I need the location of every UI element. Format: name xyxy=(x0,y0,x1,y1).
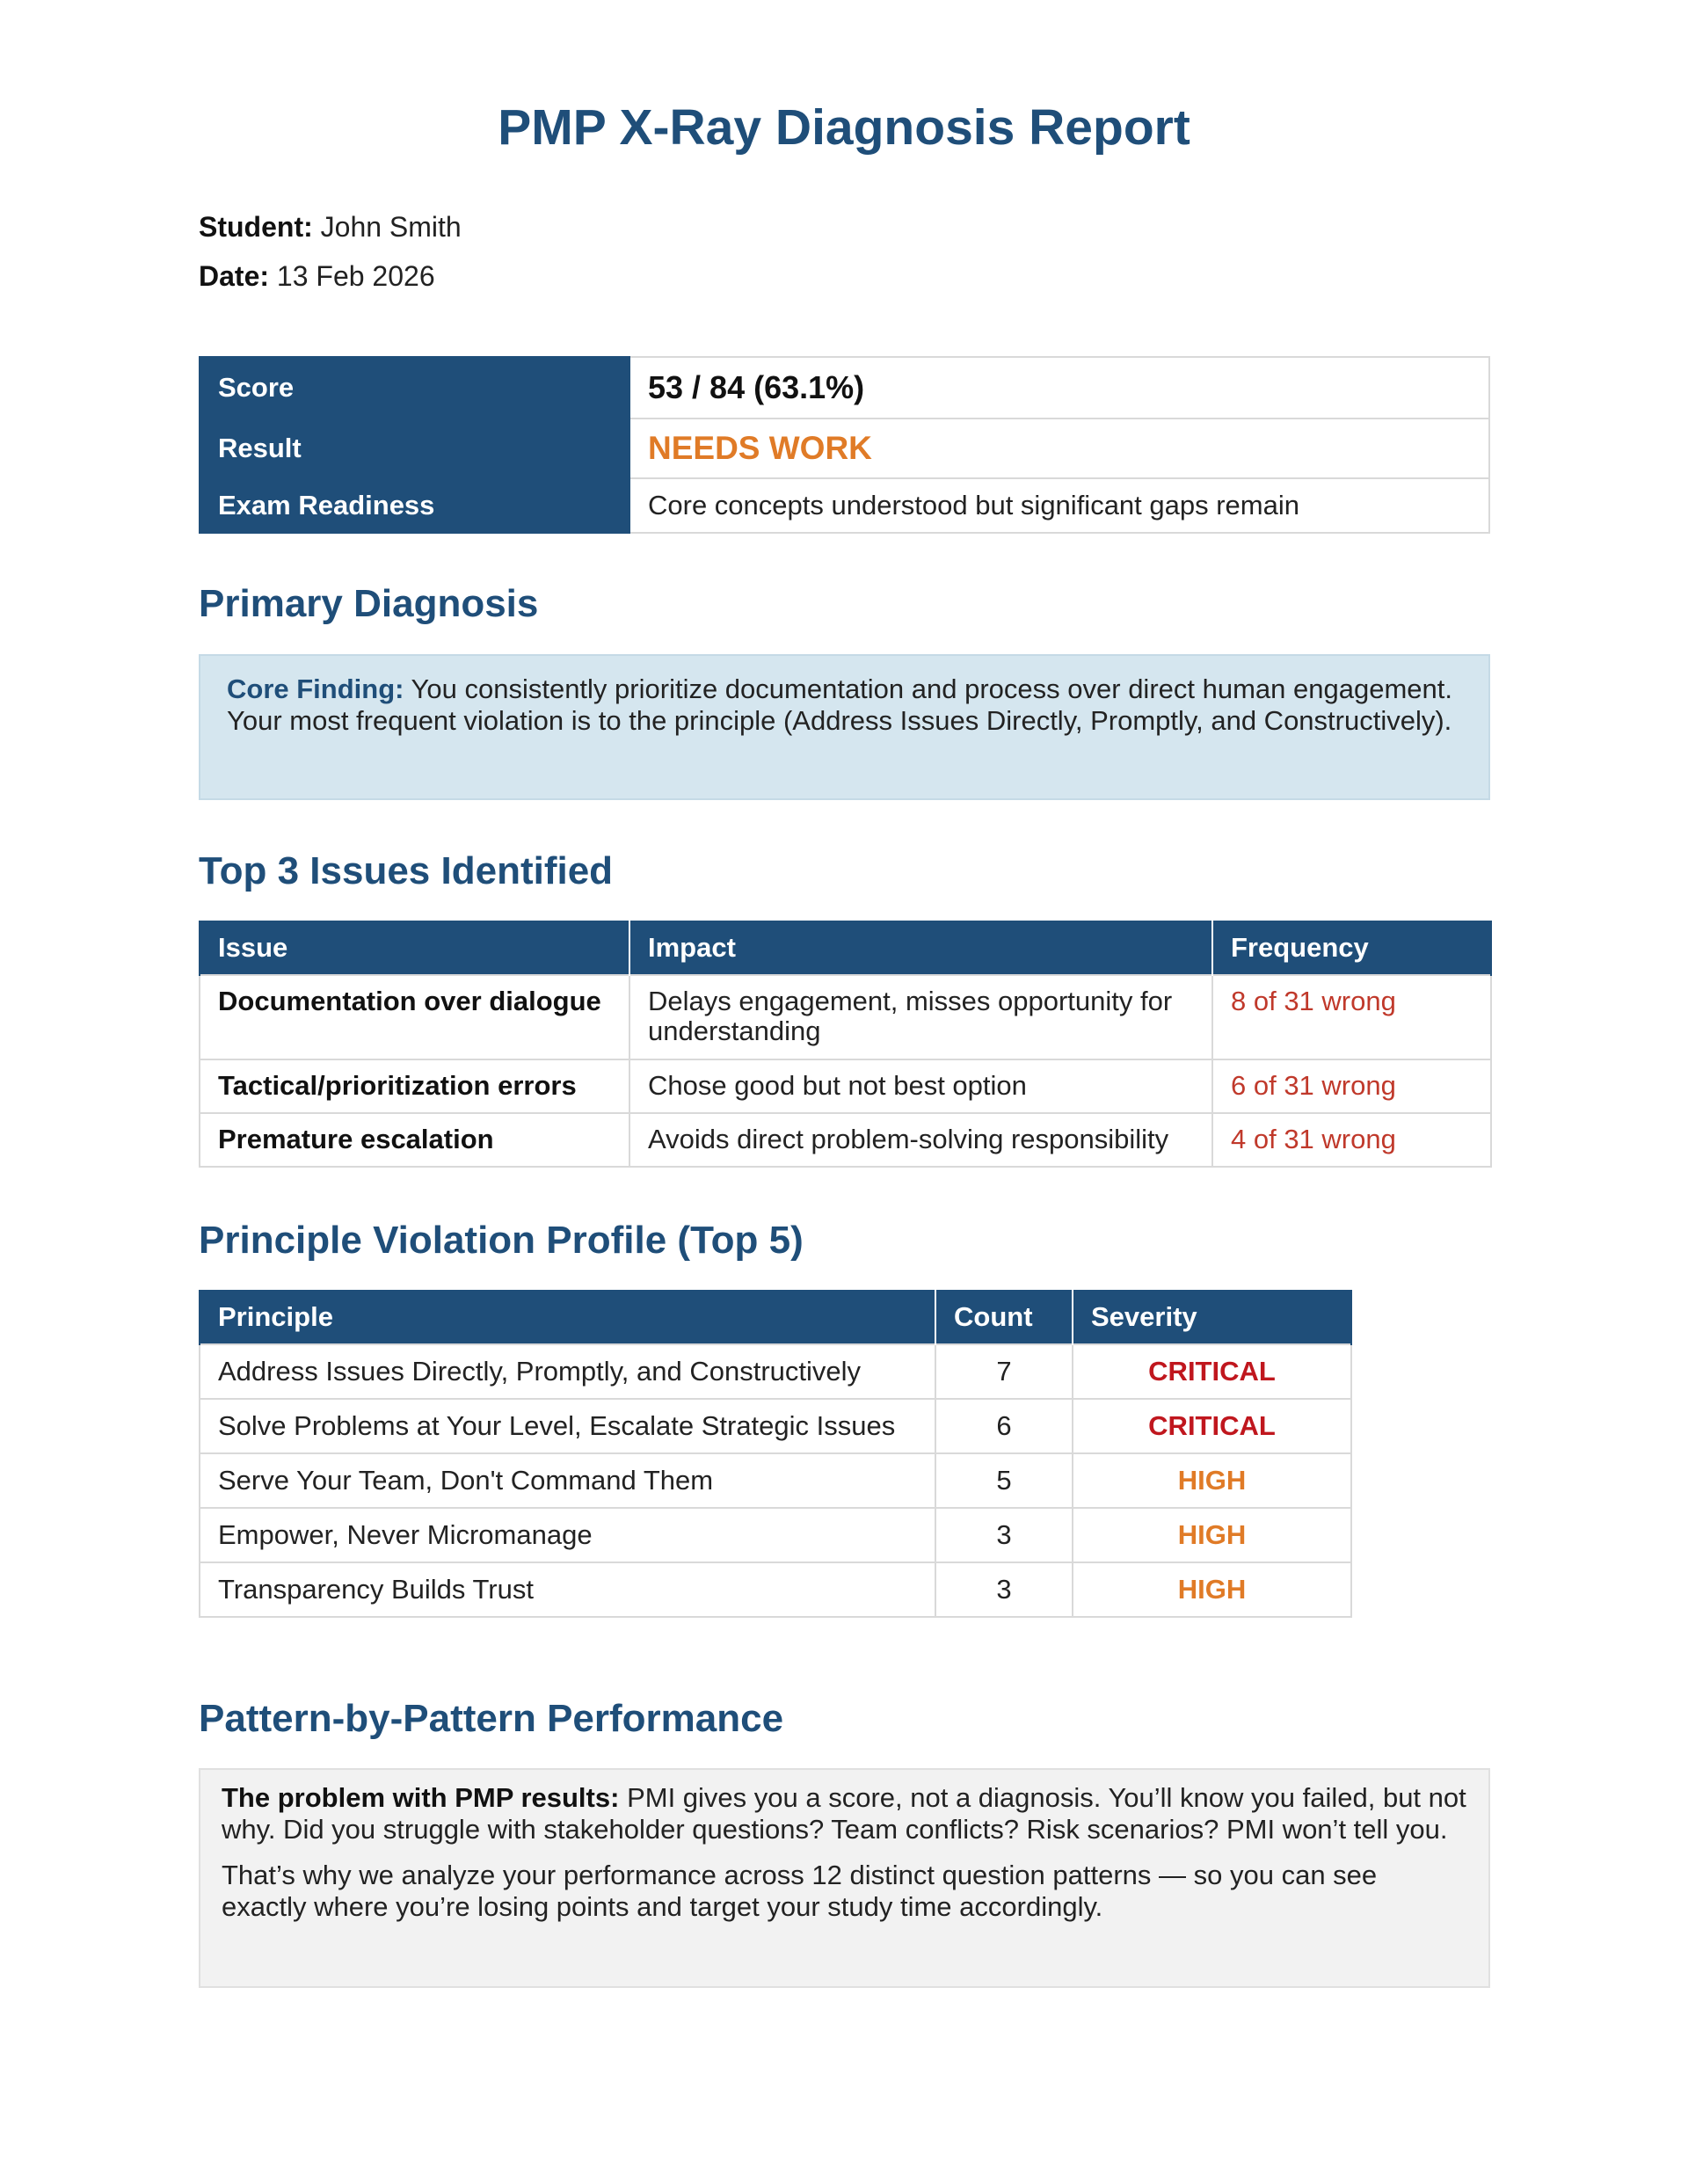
principle-name: Empower, Never Micromanage xyxy=(200,1508,935,1562)
principles-table xyxy=(199,1290,1352,1618)
issue-name: Tactical/prioritization errors xyxy=(200,1059,629,1113)
principle-name: Solve Problems at Your Level, Escalate Strategic Issues xyxy=(200,1399,935,1453)
issue-frequency: 4 of 31 wrong xyxy=(1212,1113,1491,1167)
principle-count: 5 xyxy=(935,1453,1073,1508)
violation-profile-heading: Principle Violation Profile (Top 5) xyxy=(199,1219,804,1262)
problem-text: PMI gives you a score, not a diagnosis. You’ll know you failed, but not why. Did you struggle with stakeholder questions? Team conflicts? Risk scenarios? PMI won’t tell you. xyxy=(222,1782,1466,1845)
issues-col-issue: Issue xyxy=(200,921,629,975)
table-row xyxy=(200,1059,1491,1113)
core-finding-label: Core Finding: xyxy=(227,673,404,704)
issue-impact: Chose good but not best option xyxy=(629,1059,1212,1113)
student-label: Student: xyxy=(199,211,313,243)
issue-frequency: 6 of 31 wrong xyxy=(1212,1059,1491,1113)
principle-count: 3 xyxy=(935,1562,1073,1617)
problem-label: The problem with PMP results: xyxy=(222,1782,620,1813)
table-row xyxy=(200,1344,1351,1399)
primary-diagnosis-heading: Primary Diagnosis xyxy=(199,582,539,625)
table-row xyxy=(200,1399,1351,1453)
issue-frequency: 8 of 31 wrong xyxy=(1212,975,1491,1059)
issues-col-impact: Impact xyxy=(629,921,1212,975)
result-value: NEEDS WORK xyxy=(648,430,872,466)
principle-count: 3 xyxy=(935,1508,1073,1562)
summary-row-result xyxy=(200,419,1489,478)
issues-col-frequency: Frequency xyxy=(1212,921,1491,975)
score-value: 53 / 84 (63.1%) xyxy=(648,369,865,405)
result-label: Result xyxy=(200,419,629,478)
core-finding-box xyxy=(199,654,1490,800)
score-label: Score xyxy=(200,357,629,419)
issue-impact: Avoids direct problem-solving responsibility xyxy=(629,1113,1212,1167)
student-name: John Smith xyxy=(320,211,462,243)
core-finding-text: You consistently prioritize documentation and process over direct human engagement. Your most frequent violation is to the principle (Address Issues Directly, Promptly, and Constructively). xyxy=(227,673,1452,736)
top-issues-heading: Top 3 Issues Identified xyxy=(199,849,614,892)
pattern-info-box xyxy=(199,1768,1490,1988)
result-cell xyxy=(629,419,1489,478)
principle-severity: HIGH xyxy=(1073,1453,1351,1508)
issues-table xyxy=(199,921,1492,1168)
principle-severity: CRITICAL xyxy=(1073,1399,1351,1453)
principles-header-row xyxy=(200,1290,1351,1344)
principle-name: Transparency Builds Trust xyxy=(200,1562,935,1617)
date-line xyxy=(199,260,435,293)
issues-header-row xyxy=(200,921,1491,975)
date-value: 13 Feb 2026 xyxy=(276,260,435,292)
table-row xyxy=(200,1113,1491,1167)
table-row xyxy=(200,1453,1351,1508)
score-cell xyxy=(629,357,1489,419)
explanation-paragraph: That’s why we analyze your performance across 12 distinct question patterns — so you can see exactly where you’re losing points and target your study time accordingly. xyxy=(222,1860,1378,1922)
readiness-value: Core concepts understood but significant gaps remain xyxy=(629,478,1489,533)
summary-table xyxy=(199,356,1490,534)
principles-col-count: Count xyxy=(935,1290,1073,1344)
principles-col-principle: Principle xyxy=(200,1290,935,1344)
principle-name: Serve Your Team, Don't Command Them xyxy=(200,1453,935,1508)
table-row xyxy=(200,975,1491,1059)
table-row xyxy=(200,1508,1351,1562)
summary-row-score xyxy=(200,357,1489,419)
issue-impact: Delays engagement, misses opportunity for understanding xyxy=(629,975,1212,1059)
principle-count: 6 xyxy=(935,1399,1073,1453)
issue-name: Documentation over dialogue xyxy=(200,975,629,1059)
pattern-performance-heading: Pattern-by-Pattern Performance xyxy=(199,1697,784,1740)
principle-severity: CRITICAL xyxy=(1073,1344,1351,1399)
summary-row-readiness xyxy=(200,478,1489,533)
problem-paragraph xyxy=(222,1782,1467,1845)
readiness-label: Exam Readiness xyxy=(200,478,629,533)
date-label: Date: xyxy=(199,260,270,292)
principle-severity: HIGH xyxy=(1073,1562,1351,1617)
student-line xyxy=(199,211,462,244)
issue-name: Premature escalation xyxy=(200,1113,629,1167)
principles-col-severity: Severity xyxy=(1073,1290,1351,1344)
principle-name: Address Issues Directly, Promptly, and Constructively xyxy=(200,1344,935,1399)
table-row xyxy=(200,1562,1351,1617)
principle-count: 7 xyxy=(935,1344,1073,1399)
page-title: PMP X-Ray Diagnosis Report xyxy=(498,99,1190,156)
principle-severity: HIGH xyxy=(1073,1508,1351,1562)
